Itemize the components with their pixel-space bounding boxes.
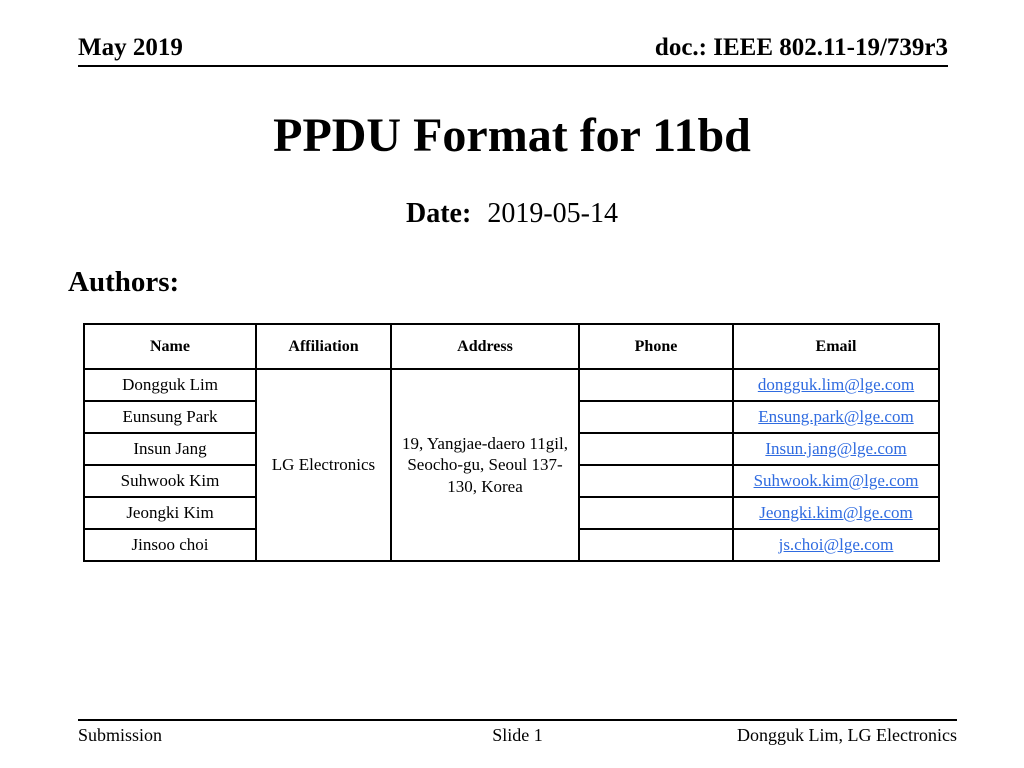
col-header-affiliation: Affiliation [256,324,391,369]
date-value: 2019-05-14 [487,198,618,229]
name-cell: Jeongki Kim [84,497,256,529]
email-link[interactable]: Insun.jang@lge.com [765,439,907,458]
footer-submission: Submission [78,725,163,745]
col-header-name: Name [84,324,256,369]
phone-cell [579,497,733,529]
table-header-row [84,324,939,369]
col-header-phone: Phone [579,324,733,369]
col-header-address: Address [391,324,579,369]
authors-table [83,323,940,562]
slide-footer [78,719,957,746]
email-cell [733,433,939,465]
date-label: Date: [406,198,472,229]
email-link[interactable]: Ensung.park@lge.com [758,407,914,426]
phone-cell [579,369,733,401]
footer-slide-number: Slide 1 [492,725,543,745]
name-cell: Suhwook Kim [84,465,256,497]
email-link[interactable]: Jeongki.kim@lge.com [759,503,913,522]
email-link[interactable]: Suhwook.kim@lge.com [753,471,919,490]
phone-cell [579,401,733,433]
email-link[interactable]: dongguk.lim@lge.com [757,375,915,394]
phone-cell [579,529,733,561]
phone-cell [579,465,733,497]
date-line [0,198,1024,230]
name-cell: Insun Jang [84,433,256,465]
affiliation-cell: LG Electronics [256,369,391,561]
email-link[interactable]: js.choi@lge.com [778,535,894,554]
phone-cell [579,433,733,465]
header-doc-number: doc.: IEEE 802.11-19/739r3 [654,34,948,61]
email-cell [733,497,939,529]
email-cell [733,465,939,497]
page-title: PPDU Format for 11bd [273,109,751,162]
email-cell [733,369,939,401]
header-month: May 2019 [78,34,183,61]
col-header-email: Email [733,324,939,369]
name-cell: Jinsoo choi [84,529,256,561]
email-cell [733,401,939,433]
authors-label: Authors: [68,266,180,298]
slide-header [78,34,948,67]
email-cell [733,529,939,561]
table-row [84,369,939,401]
name-cell: Dongguk Lim [84,369,256,401]
footer-author: Dongguk Lim, LG Electronics [737,725,957,745]
name-cell: Eunsung Park [84,401,256,433]
address-cell: 19, Yangjae-daero 11gil, Seocho-gu, Seoul 137-130, Korea [391,369,579,561]
